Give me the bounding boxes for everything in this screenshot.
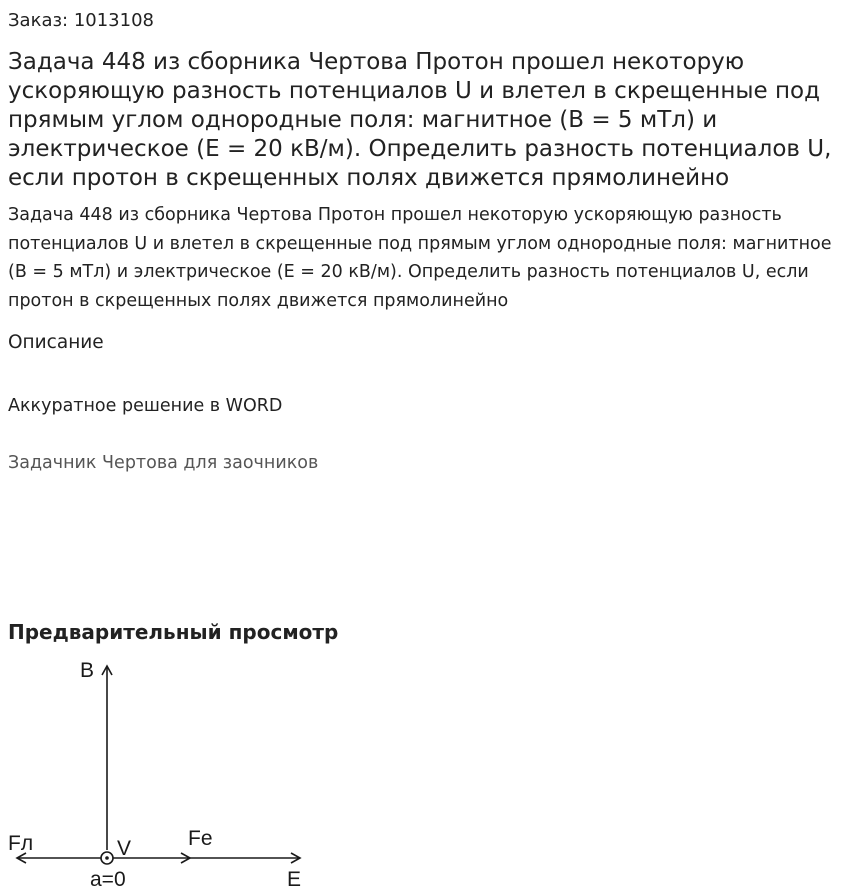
category-link[interactable]: Задачник Чертова для заочников (8, 453, 319, 473)
label-fe: Fe (188, 827, 213, 850)
velocity-dot-icon (105, 856, 109, 860)
task-text: Задача 448 из сборника Чертова Протон прошел некоторую ускоряющую разность потенциалов U и влетел в скрещенные под прямым углом однородные поля: магнитное (B = 5 мТл) и электрическое (E = 20 кВ/м). Определить разность потенциалов U, если протон в скрещенных полях движется прямолинейно (8, 205, 832, 311)
label-v: V (117, 837, 132, 860)
description-text: Аккуратное решение в WORD (8, 396, 283, 416)
label-b: B (80, 659, 95, 682)
order-number: Заказ: 1013108 (8, 10, 154, 31)
label-a: a=0 (90, 868, 126, 891)
label-fl: Fл (8, 832, 34, 855)
preview-diagram (0, 650, 330, 895)
description-heading: Описание (8, 332, 104, 353)
preview-heading: Предварительный просмотр (8, 620, 339, 644)
label-e: E (287, 868, 302, 891)
task-title: Задача 448 из сборника Чертова Протон прошел некоторую ускоряющую разность потенциалов U и влетел в скрещенные под прямым углом однородные поля: магнитное (B = 5 мТл) и электрическое (E = 20 кВ/м). Определить разность потенциалов U, если протон в скрещенных полях движется прямолинейно (8, 49, 832, 191)
